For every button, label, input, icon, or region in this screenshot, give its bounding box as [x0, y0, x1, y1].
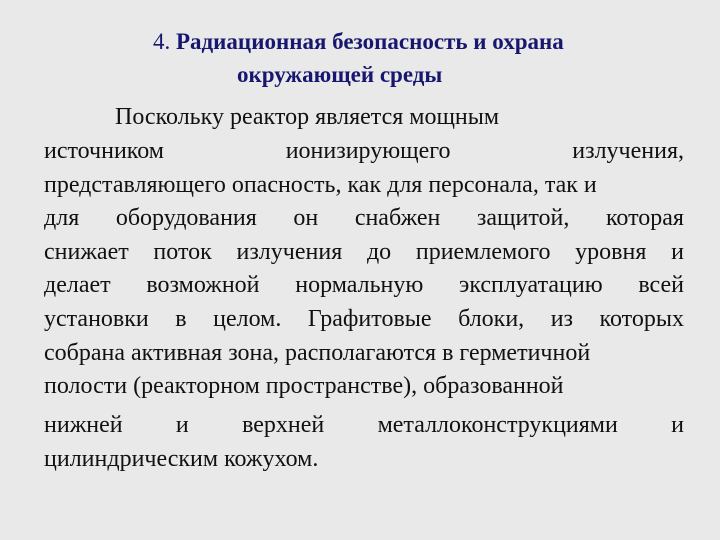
word: приемлемого: [415, 239, 551, 265]
word: излучения: [236, 239, 343, 265]
word: до: [366, 239, 392, 265]
slide-title-line-2: окружающей среды: [237, 62, 443, 87]
word: которых: [599, 306, 684, 332]
word: для: [44, 205, 80, 231]
section-number: 4.: [153, 29, 171, 54]
word: установки: [44, 306, 149, 332]
paragraph-line-6: [44, 270, 684, 300]
word: снижает: [44, 239, 129, 265]
word: излучения,: [572, 138, 684, 164]
word: в: [175, 306, 187, 332]
word: всей: [638, 272, 684, 298]
paragraph-line-9: полости (реакторном пространстве), образованной: [44, 373, 564, 399]
word: блоки,: [458, 306, 525, 332]
title-text-1: Радиационная безопасность и охрана: [176, 29, 564, 54]
word: эксплуатацию: [459, 272, 603, 298]
paragraph-line-4: [44, 203, 684, 233]
slide-title-line-1: [153, 27, 564, 57]
paragraph-line-1: Поскольку реактор является мощным: [115, 104, 500, 130]
word: делает: [44, 272, 111, 298]
word: и: [175, 412, 189, 438]
word: источником: [44, 138, 164, 164]
paragraph-line-2: [44, 136, 684, 166]
word: возможной: [146, 272, 260, 298]
word: нижней: [44, 412, 123, 438]
paragraph-line-8: собрана активная зона, располагаются в герметичной: [44, 340, 591, 366]
paragraph-line-5: [44, 237, 684, 267]
word: Графитовые: [307, 306, 432, 332]
paragraph-line-11: цилиндрическим кожухом.: [44, 446, 319, 472]
word: нормальную: [295, 272, 424, 298]
word: и: [671, 239, 684, 265]
word: поток: [153, 239, 212, 265]
paragraph-line-3: представляющего опасность, как для персонала, так и: [44, 172, 597, 198]
word: из: [550, 306, 574, 332]
word: и: [671, 412, 684, 438]
word: уровня: [575, 239, 647, 265]
word: он: [293, 205, 319, 231]
word: ионизирующего: [285, 138, 451, 164]
word: снабжен: [354, 205, 441, 231]
word: которая: [605, 205, 684, 231]
paragraph-line-7: [44, 304, 684, 334]
word: верхней: [242, 412, 325, 438]
word: целом.: [213, 306, 282, 332]
word: оборудования: [115, 205, 257, 231]
word: защитой,: [476, 205, 570, 231]
paragraph-line-10: [44, 410, 684, 440]
word: металлоконструкциями: [377, 412, 618, 438]
